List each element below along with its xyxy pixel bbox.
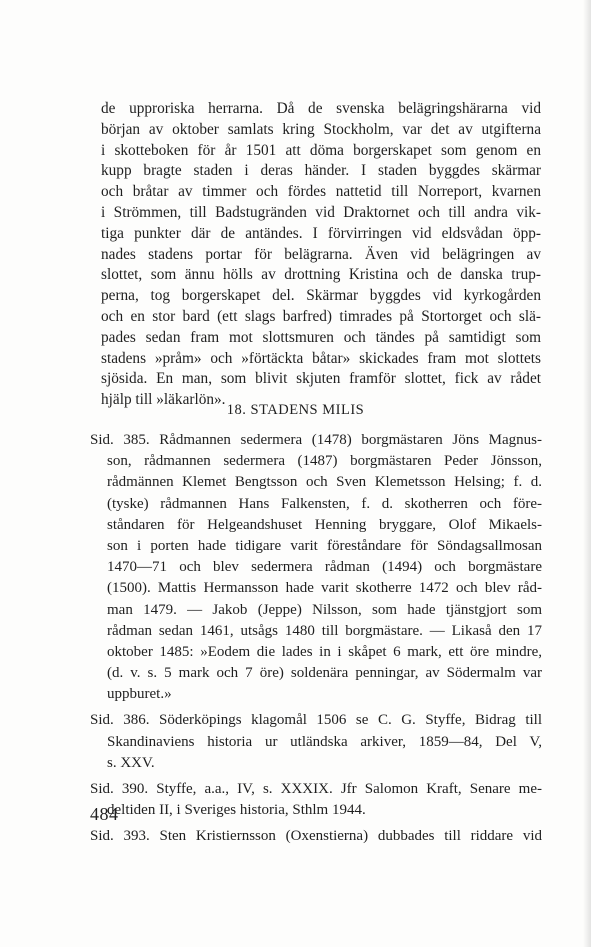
paragraph-line: stadens »pråm» och »förtäckta båtar» skickades fram mot slottets [101, 349, 541, 367]
note-line: Sid. 385. Rådmannen sedermera (1478) borgmästaren Jöns Magnus- [90, 432, 542, 448]
paragraph-line: slottet, som ännu hölls av drottning Kristina och de danska trup- [101, 266, 541, 284]
paragraph-line: i Strömmen, till Badstugränden vid Draktornet och till andra vik- [101, 203, 541, 221]
paragraph-line: i skotteboken för år 1501 att döma borgerskapet som genom en [101, 141, 541, 159]
note-line: uppburet.» [107, 686, 172, 703]
note-sid-386 [90, 710, 542, 774]
paragraph-line: nades stadens portar för belägrarna. Även vid belägringen av [101, 245, 541, 263]
page-number: 484 [90, 804, 119, 824]
note-line: oktober 1485: »Eodem die lades in i skåpet 6 mark, ett öre mindre, [107, 643, 542, 660]
note-line: deltiden II, i Sveriges historia, Sthlm 1944. [107, 802, 366, 819]
paragraph-line: de upproriska herrarna. Då de svenska belägringshärarna vid [101, 100, 541, 117]
note-line: ståndaren för Helgeandshuset Henning bryggare, Olof Mikaels- [107, 516, 542, 533]
paragraph-line: och en stor bard (ett slags barfred) timrades på Stortorget och slä- [101, 307, 541, 325]
note-line: rådmännen Klemet Bengtsson och Sven Klemetsson Helsing; f. d. [107, 474, 542, 491]
notes-section [90, 430, 542, 853]
paragraph-line: sjösida. En man, som blivit skjuten framför slottet, fick av rådet [101, 370, 541, 388]
page-edge-shadow [583, 0, 591, 947]
note-line: s. XXV. [107, 754, 155, 771]
paragraph-line: början av oktober samlats kring Stockholm, var det av utgifterna [101, 120, 541, 138]
paragraph-line: tiga punkter där de antändes. I förvirringen vid eldsvådan öpp- [101, 224, 541, 242]
body-paragraph [101, 99, 541, 411]
paragraph-line: hjälp till »läkarlön». [101, 391, 226, 409]
note-line: Skandinaviens historia ur utländska arkiver, 1859—84, Del V, [107, 733, 542, 750]
note-line: (tyske) rådmannen Hans Falkensten, f. d. skotherren och före- [107, 495, 542, 512]
note-sid-385 [90, 430, 542, 705]
note-sid-393 [90, 826, 542, 847]
paragraph-line: perna, tog borgerskapet del. Skärmar byggdes vid kyrkogården [101, 287, 541, 305]
note-line: man 1479. — Jakob (Jeppe) Nilsson, som hade tjänstgjort som [107, 601, 542, 618]
note-line: (1500). Mattis Hermansson hade varit skotherre 1472 och blev råd- [107, 580, 542, 597]
note-line: Sid. 386. Söderköpings klagomål 1506 se C. G. Styffe, Bidrag till [90, 712, 542, 729]
note-line: 1470—71 och blev sedermera rådman (1494) och borgmästare [107, 559, 542, 576]
note-line: (d. v. s. 5 mark och 7 öre) soldenära penningar, av Södermalm var [107, 665, 542, 682]
paragraph-line: pades sedan fram mot slottsmuren och tändes på samtidigt som [101, 328, 541, 346]
paragraph-line: och bråtar av timmer och fördes nattetid till Norreport, kvarnen [101, 183, 541, 201]
section-heading: 18. STADENS MILIS [226, 402, 365, 418]
note-sid-390 [90, 779, 542, 821]
note-line: son i porten hade tidigare varit föreståndare för Söndagsallmosan [107, 537, 542, 554]
note-line: rådman sedan 1461, utsågs 1480 till borgmästare. — Likaså den 17 [107, 622, 542, 639]
note-line: Sid. 390. Styffe, a.a., IV, s. XXXIX. Jfr Salomon Kraft, Senare me- [90, 781, 542, 797]
note-line: son, rådmannen sedermera (1487) borgmästaren Peder Jönsson, [107, 453, 542, 470]
paragraph-line: kupp bragte staden i deras händer. I staden byggdes skärmar [101, 162, 541, 180]
note-line: Sid. 393. Sten Kristiernsson (Oxenstierna) dubbades till riddare vid [90, 828, 542, 845]
